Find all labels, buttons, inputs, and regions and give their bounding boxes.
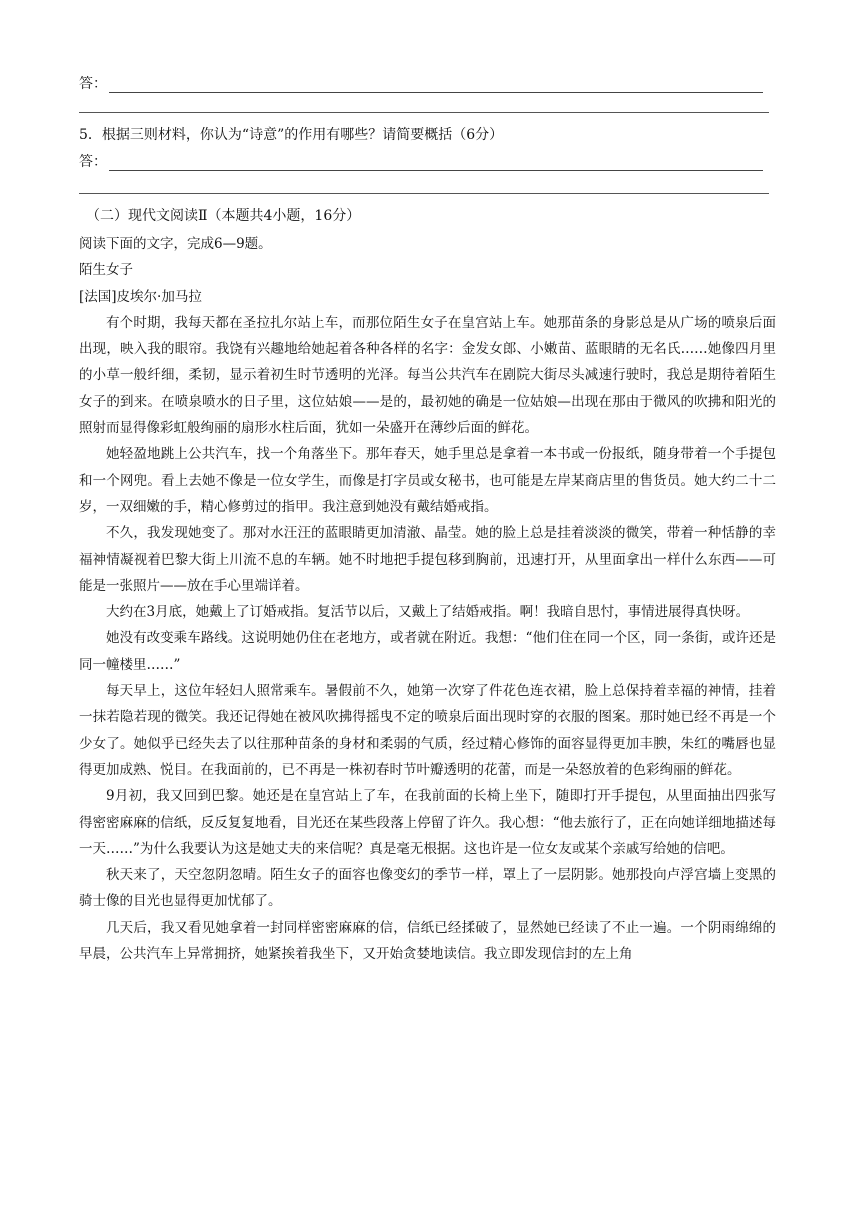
paragraph: 大约在3月底，她戴上了订婚戒指。复活节以后，又戴上了结婚戒指。啊！我暗自思忖，事情进展得真快呀。 (106, 604, 750, 621)
answer-rule (79, 193, 769, 194)
answer-line-4[interactable] (79, 73, 763, 93)
paragraph: 9月初，我又回到巴黎。她还是在皇宫站上了车，在我前面的长椅上坐下，随即打开手提包，从里面抽出四张写得密密麻麻的信纸，反反复复地看，目光还在某些段落上停留了许久。我心想：“他去旅行了，正在向她详细地描述每一天……”为什么我要认为这是她丈夫的来信呢？真是毫无根据。这也许是一位女友或某个亲戚写给她的信吧。 (79, 788, 776, 857)
answer-rule (79, 112, 769, 113)
story-title: 陌生女子 (79, 262, 133, 279)
story-author: [法国]皮埃尔·加马拉 (79, 288, 202, 305)
paragraph: 有个时期，我每天都在圣拉扎尔站上车，而那位陌生女子在皇宫站上车。她那苗条的身影总是从广场的喷泉后面出现，映入我的眼帘。我饶有兴趣地给她起着各种各样的名字：金发女郎、小嫩苗、蓝眼睛的无名氏……她像四月里的小草一般纤细，柔韧，显示着初生时节透明的光泽。每当公共汽车在剧院大街尽头减速行驶时，我总是期待着陌生女子的到来。在喷泉喷水的日子里，这位姑娘——是的，最初她的确是一位姑娘—出现在那由于微风的吹拂和阳光的照射而显得像彩虹般绚丽的扇形水柱后面，犹如一朵盛开在薄纱后面的鲜花。 (79, 314, 776, 437)
reading-passage (79, 231, 776, 967)
paragraph: 每天早上，这位年轻妇人照常乘车。暑假前不久，她第一次穿了件花色连衣裙，脸上总保持着幸福的神情，挂着一抹若隐若现的微笑。我还记得她在被风吹拂得摇曳不定的喷泉后面出现时穿的衣服的图案。那时她已经不再是一个少女了。她似乎已经失去了以往那种苗条的身材和柔弱的气质，经过精心修饰的面容显得更加丰腴，朱红的嘴唇也显得更加成熟、悦目。在我面前的，已不再是一株初春时节叶瓣透明的花蕾，而是一朵怒放着的色彩绚丽的鲜花。 (79, 683, 776, 778)
instruction: 阅读下面的文字，完成6—9题。 (79, 236, 272, 252)
paragraph: 不久，我发现她变了。那对水汪汪的蓝眼睛更加清澈、晶莹。她的脸上总是挂着淡淡的微笑，带着一种恬静的幸福神情凝视着巴黎大街上川流不息的车辆。她不时地把手提包移到胸前，迅速打开，从里面拿出一样什么东西——可能是一张照片——放在手心里端详着。 (79, 525, 776, 594)
question-5: 5．根据三则材料，你认为“诗意”的作用有哪些？请简要概括（6分） (79, 127, 504, 143)
paragraph: 几天后，我又看见她拿着一封同样密密麻麻的信，信纸已经揉破了，显然她已经读了不止一遍。一个阴雨绵绵的早晨，公共汽车上异常拥挤，她紧挨着我坐下，又开始贪婪地读信。我立即发现信封的左上角 (79, 919, 776, 963)
answer-prefix: 答： (79, 76, 107, 92)
paragraph: 她没有改变乘车路线。这说明她仍住在老地方，或者就在附近。我想：“他们住在同一个区，同一条街，或许还是同一幢楼里……” (79, 630, 776, 673)
answer-blank[interactable] (109, 156, 763, 171)
answer-prefix: 答： (79, 154, 107, 170)
answer-blank[interactable] (109, 78, 763, 93)
answer-line-5[interactable] (79, 151, 763, 171)
paragraph: 她轻盈地跳上公共汽车，找一个角落坐下。那年春天，她手里总是拿着一本书或一份报纸，随身带着一个手提包和一个网兜。看上去她不像是一位女学生，而像是打字员或女秘书，也可能是左岸某商店里的售货员。她大约二十二岁，一双细嫩的手，精心修剪过的指甲。我注意到她没有戴结婚戒指。 (79, 446, 776, 515)
paragraph: 秋天来了，天空忽阴忽晴。陌生女子的面容也像变幻的季节一样，罩上了一层阴影。她那投向卢浮宫墙上变黑的骑士像的目光也显得更加忧郁了。 (79, 867, 776, 910)
section-title: （二）现代文阅读Ⅱ（本题共4小题，16分） (86, 208, 361, 224)
